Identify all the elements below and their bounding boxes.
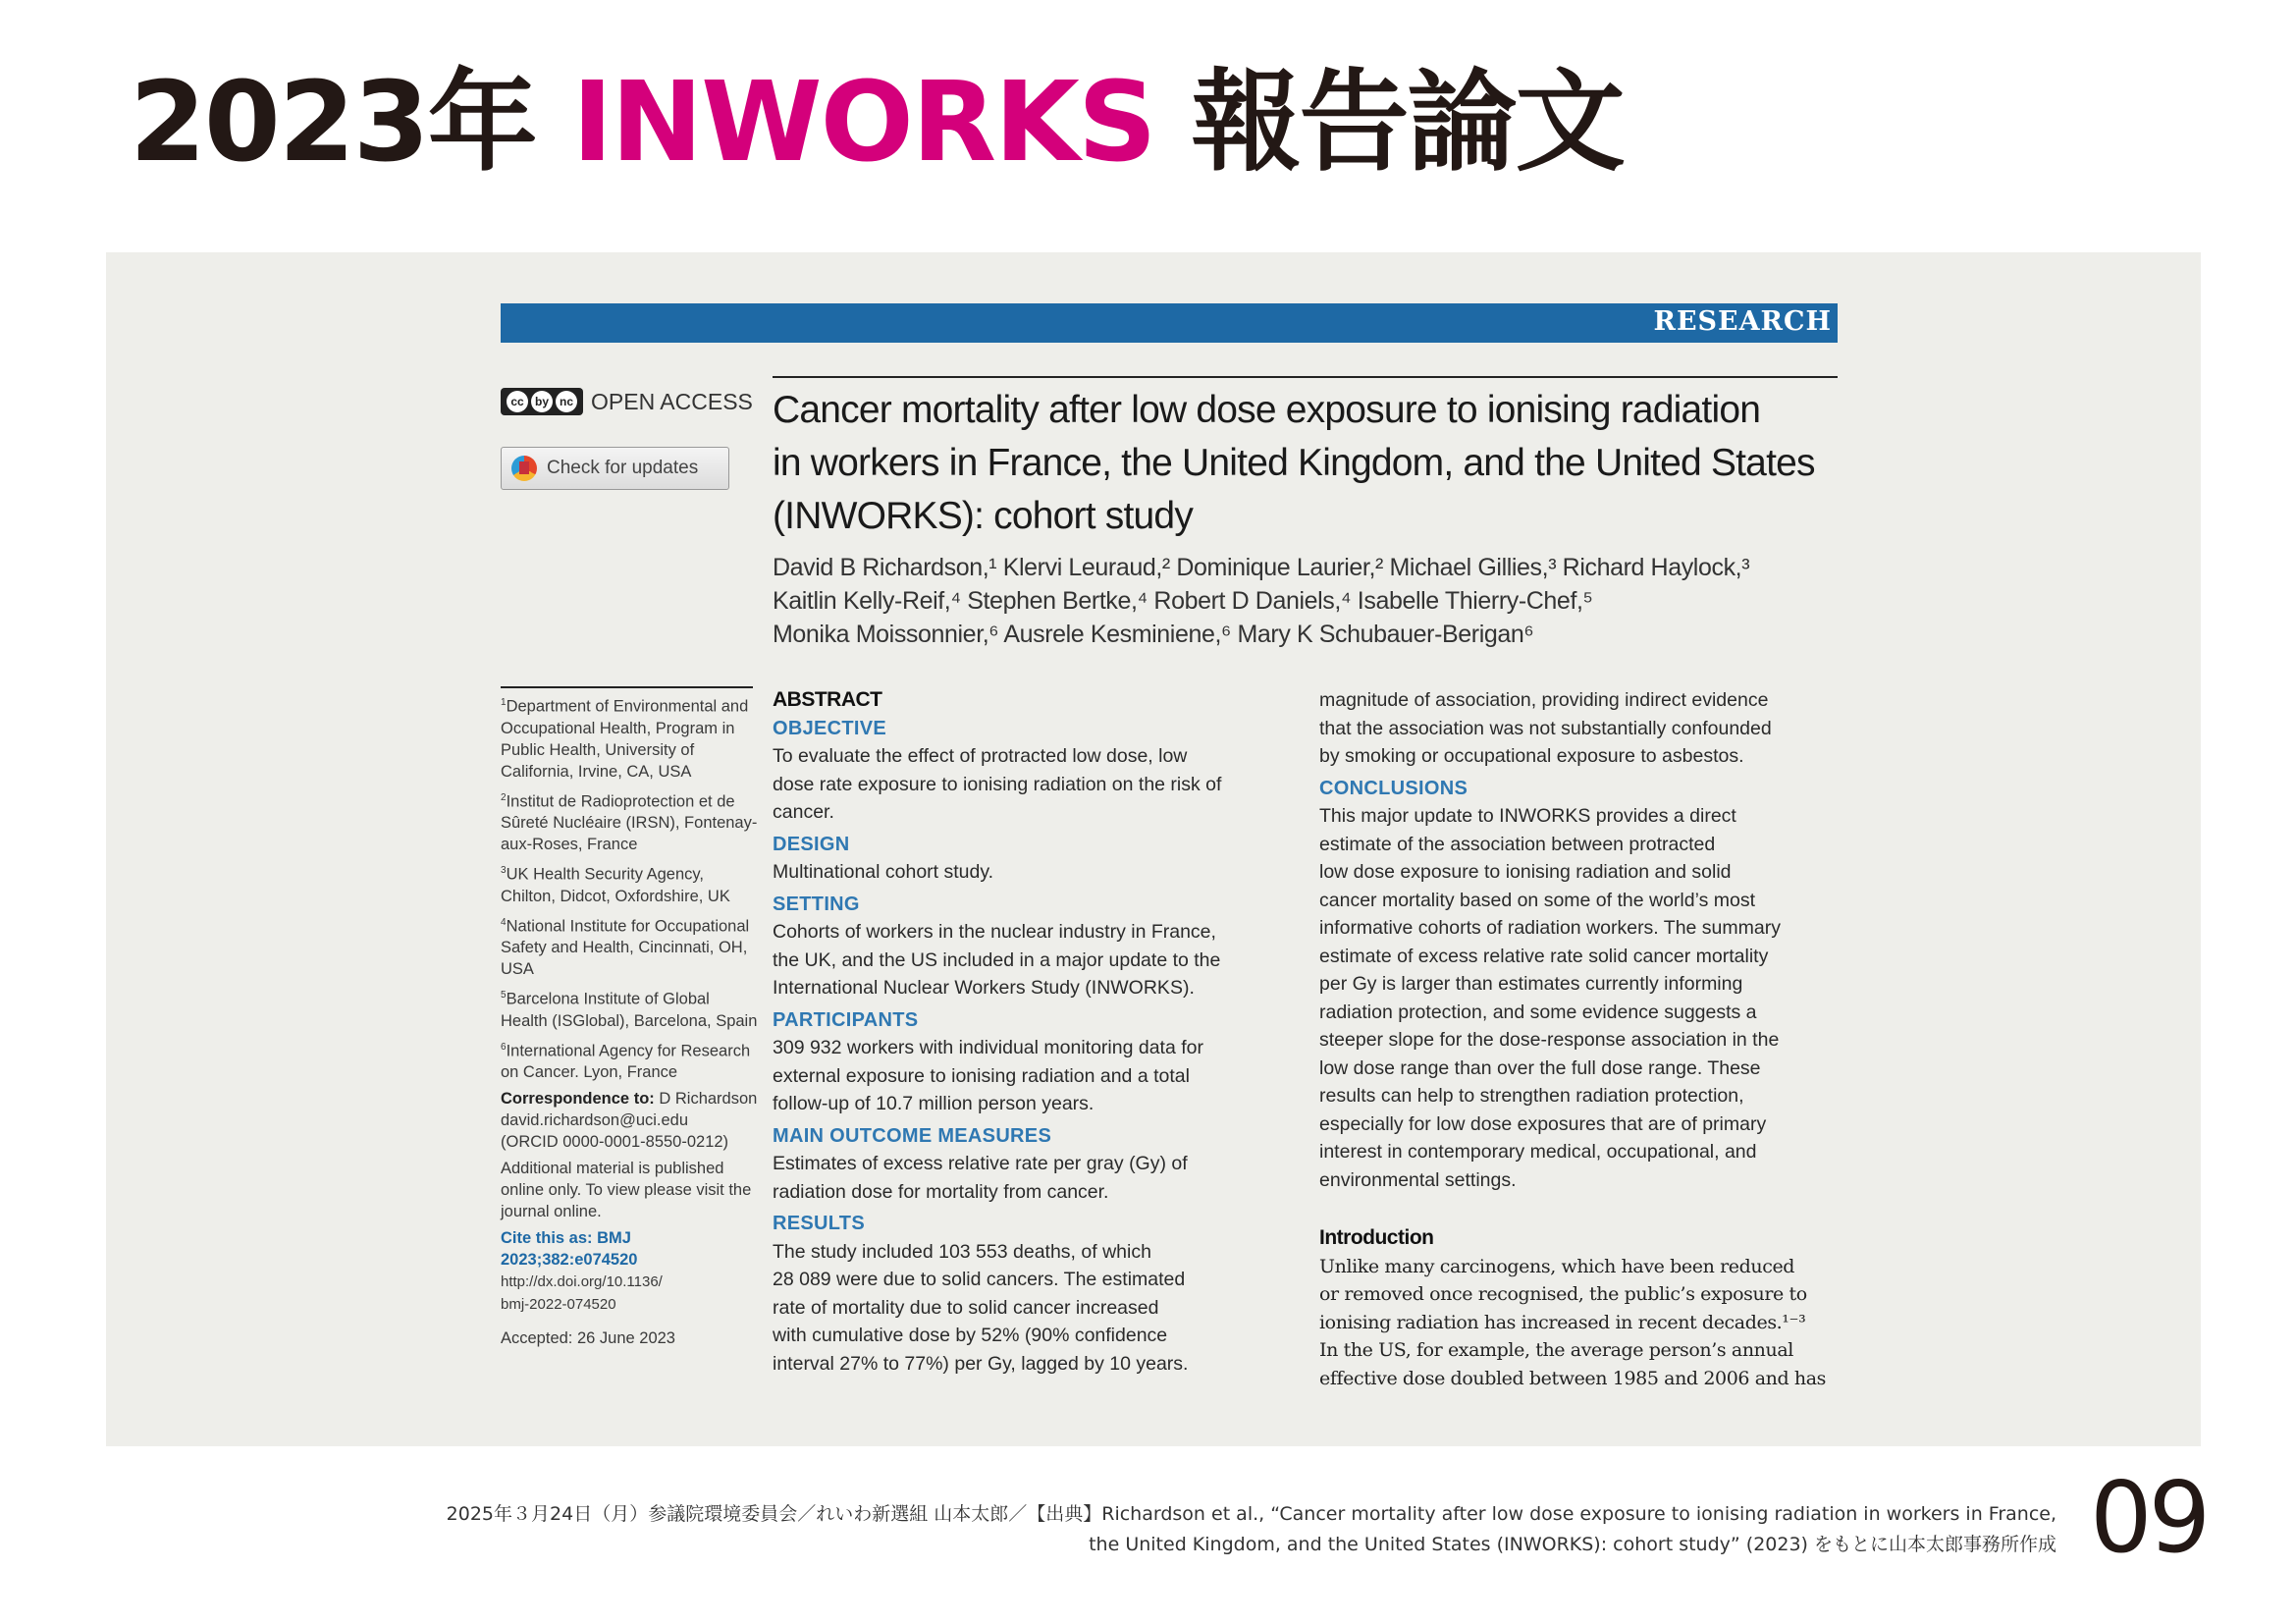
creative-commons-icon xyxy=(501,388,583,415)
by-icon: by xyxy=(531,391,553,412)
setting-text: Cohorts of workers in the nuclear industry in France, the UK, and the US included in a major update to the International Nuclear Workers Study (INWORKS). xyxy=(773,921,1221,999)
doi-link-cont: bmj-2022-074520 xyxy=(501,1296,616,1313)
research-label: RESEARCH xyxy=(1653,306,1832,337)
correspondence: Correspondence to: D Richardson david.richardson@uci.edu (ORCID 0000-0001-8550-0212) xyxy=(501,1090,758,1151)
title-prefix: 2023年 xyxy=(130,59,572,187)
open-access-badge xyxy=(501,388,753,415)
section-heading: CONCLUSIONS xyxy=(1319,777,1468,799)
page-number: 09 xyxy=(2090,1460,2208,1575)
article-title xyxy=(773,384,1838,543)
section-heading: PARTICIPANTS xyxy=(773,1008,919,1031)
affiliation-item: $^1$Department of Environmental and Occupational Health, Program in Public Health, University of California, Irvine, CA, USA xyxy=(501,697,749,781)
orcid: (ORCID 0000-0001-8550-0212) xyxy=(501,1133,729,1151)
introduction-heading: Introduction xyxy=(1319,1226,1434,1249)
correspondence-email: david.richardson@uci.edu xyxy=(501,1111,689,1129)
section-heading: MAIN OUTCOME MEASURES xyxy=(773,1124,1052,1147)
outcome-text: Estimates of excess relative rate per gray (Gy) of radiation dose for mortality from cancer. xyxy=(773,1153,1188,1203)
participants-text: 309 932 workers with individual monitoring data for external exposure to ionising radiation and a total follow-up of 10.7 million person years. xyxy=(773,1037,1203,1114)
section-heading: OBJECTIVE xyxy=(773,717,887,739)
doi-link: http://dx.doi.org/10.1136/ xyxy=(501,1273,663,1290)
footnote-line: the United Kingdom, and the United States (INWORKS): cohort study” (2023) をもとに山本太郎事務所作成 xyxy=(1089,1534,2056,1555)
title-line: Cancer mortality after low dose exposure to ionising radiation xyxy=(773,389,1761,431)
accepted-date: Accepted: 26 June 2023 xyxy=(501,1329,675,1347)
results-continued-text: magnitude of association, providing indirect evidence that the association was not substantially confounded by smoking or occupational exposure to asbestos. xyxy=(1319,689,1772,767)
check-for-updates-label: Check for updates xyxy=(547,458,699,478)
affiliation-item: $^5$Barcelona Institute of Global Health (ISGlobal), Barcelona, Spain xyxy=(501,990,758,1030)
title-accent: INWORKS xyxy=(571,59,1155,187)
title-rule xyxy=(773,376,1838,378)
abstract-column-2 xyxy=(1319,686,1838,1392)
affiliation-item: $^2$Institut de Radioprotection et de Sûreté Nucléaire (IRSN), Fontenay-aux-Roses, France xyxy=(501,791,758,853)
source-footnote xyxy=(191,1499,2056,1560)
affiliation-rule xyxy=(501,686,753,688)
conclusions-text: This major update to INWORKS provides a direct estimate of the association between protracted low dose exposure to ionising radiation and solid cancer mortality based on some of the world’s most informative cohorts of radiation workers. The summary estimate of excess relative rate solid cancer mortality per Gy is larger than estimates currently informing radiation protection, and some evidence suggests a steeper slope for the dose-response association in the low dose range than over the full dose range. These results can help to strengthen radiation protection, especially for low dose exposures that are of primary interest in contemporary medical, occupational, and environmental settings. xyxy=(1319,805,1781,1191)
affiliation-item: $^3$UK Health Security Agency, Chilton, Didcot, Oxfordshire, UK xyxy=(501,865,730,905)
abstract-column-1 xyxy=(773,686,1283,1378)
affiliation-item: $^6$International Agency for Research on Cancer. Lyon, France xyxy=(501,1041,751,1081)
title-line: in workers in France, the United Kingdom, and the United States xyxy=(773,442,1815,484)
author-line: Kaitlin Kelly-Reif,⁴ Stephen Bertke,⁴ Robert D Daniels,⁴ Isabelle Thierry-Chef,⁵ xyxy=(773,587,1593,615)
affiliation-item: $^4$National Institute for Occupational Safety and Health, Cincinnati, OH, USA xyxy=(501,916,750,978)
paper-page xyxy=(501,303,1838,1413)
introduction-text: Unlike many carcinogens, which have been reduced or removed once recognised, the public’s exposure to ionising radiation has increased in recent decades.¹⁻³ In the US, for example, the average person’s annual effective dose doubled between 1985 and 2006 and has xyxy=(1319,1255,1826,1389)
objective-text: To evaluate the effect of protracted low dose, low dose rate exposure to ionising radiation on the risk of cancer. xyxy=(773,745,1222,823)
cc-icon: cc xyxy=(507,391,528,412)
results-text: The study included 103 553 deaths, of which 28 089 were due to solid cancers. The estimated rate of mortality due to solid cancer increased with cumulative dose by 52% (90% confidence interval 27% to 77%) per Gy, lagged by 10 years. xyxy=(773,1240,1189,1375)
section-heading: RESULTS xyxy=(773,1213,865,1234)
title-suffix: 報告論文 xyxy=(1154,59,1624,187)
author-list xyxy=(773,551,1838,651)
cite-as: Cite this as: BMJ 2023;382:e074520 http://dx.doi.org/10.1136/ bmj-2022-074520 xyxy=(501,1229,663,1313)
crossmark-icon xyxy=(511,456,537,481)
title-line: (INWORKS): cohort study xyxy=(773,495,1194,537)
footnote-line: 2025年３月24日（月）参議院環境委員会／れいわ新選組 山本太郎／【出典】Richardson et al., “Cancer mortality after low dose exposure to ionising radiation in workers in France, xyxy=(446,1503,2056,1525)
affiliations xyxy=(501,692,758,1354)
research-bar xyxy=(501,303,1838,343)
nc-icon: nc xyxy=(556,391,577,412)
section-heading: SETTING xyxy=(773,893,860,915)
abstract-title: ABSTRACT xyxy=(773,688,882,711)
check-for-updates-button[interactable] xyxy=(501,447,729,490)
slide-title xyxy=(130,57,1624,189)
additional-material: Additional material is published online only. To view please visit the journal online. xyxy=(501,1160,752,1220)
author-line: Monika Moissonnier,⁶ Ausrele Kesminiene,⁶ Mary K Schubauer-Berigan⁶ xyxy=(773,621,1534,648)
author-line: David B Richardson,¹ Klervi Leuraud,² Dominique Laurier,² Michael Gillies,³ Richard Haylock,³ xyxy=(773,554,1750,581)
section-heading: DESIGN xyxy=(773,833,850,855)
design-text: Multinational cohort study. xyxy=(773,861,994,883)
open-access-label: OPEN ACCESS xyxy=(591,388,753,414)
